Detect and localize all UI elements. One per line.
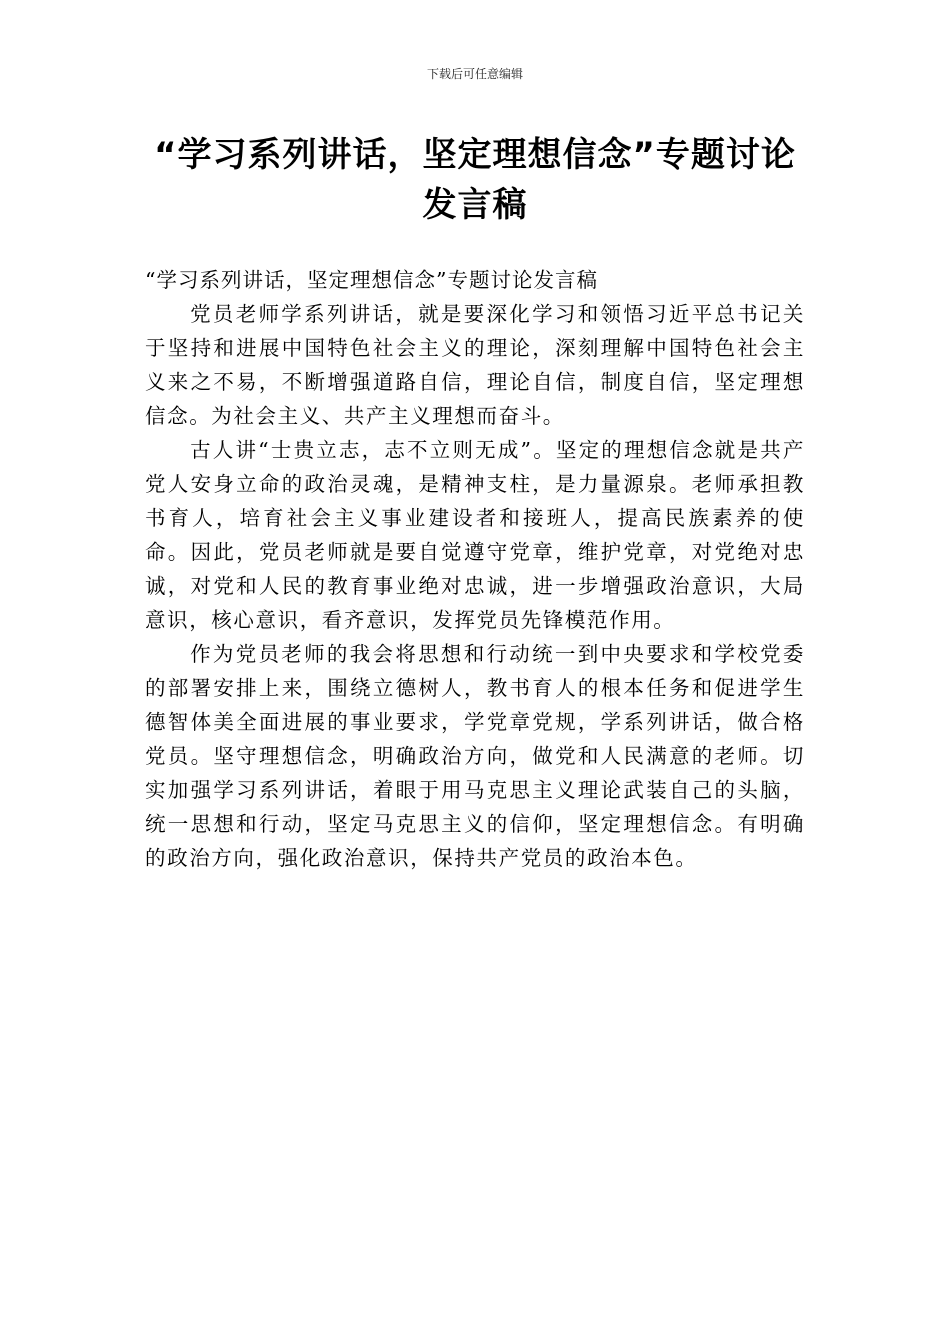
page-header-note: 下载后可任意编辑 — [426, 67, 523, 81]
document-title: “学习系列讲话，坚定理想信念”专题讨论发言稿 — [154, 135, 796, 225]
paragraph-1: 党员老师学系列讲话，就是要深化学习和领悟习近平总书记关于坚持和进展中国特色社会主义的理论，深刻理解中国特色社会主义来之不易，不断增强道路自信，理论自信，制度自信，坚定理想信念。为社会主义、共产主义理想而奋斗。 — [145, 302, 805, 428]
document-subtitle: “学习系列讲话，坚定理想信念”专题讨论发言稿 — [145, 268, 598, 292]
document-body — [145, 263, 805, 875]
paragraph-3: 作为党员老师的我会将思想和行动统一到中央要求和学校党委的部署安排上来，围绕立德树人，教书育人的根本任务和促进学生德智体美全面进展的事业要求，学党章党规，学系列讲话，做合格党员。坚守理想信念，明确政治方向，做党和人民满意的老师。切实加强学习系列讲话，着眼于用马克思主义理论武装自己的头脑，统一思想和行动，坚定马克思主义的信仰，坚定理想信念。有明确的政治方向，强化政治意识，保持共产党员的政治本色。 — [145, 642, 805, 870]
paragraph-2: 古人讲“士贵立志，志不立则无成”。坚定的理想信念就是共产党人安身立命的政治灵魂，是精神支柱，是力量源泉。老师承担教书育人，培育社会主义事业建设者和接班人，提高民族素养的使命。因此，党员老师就是要自觉遵守党章，维护党章，对党绝对忠诚，对党和人民的教育事业绝对忠诚，进一步增强政治意识，大局意识，核心意识，看齐意识，发挥党员先锋模范作用。 — [145, 438, 805, 632]
